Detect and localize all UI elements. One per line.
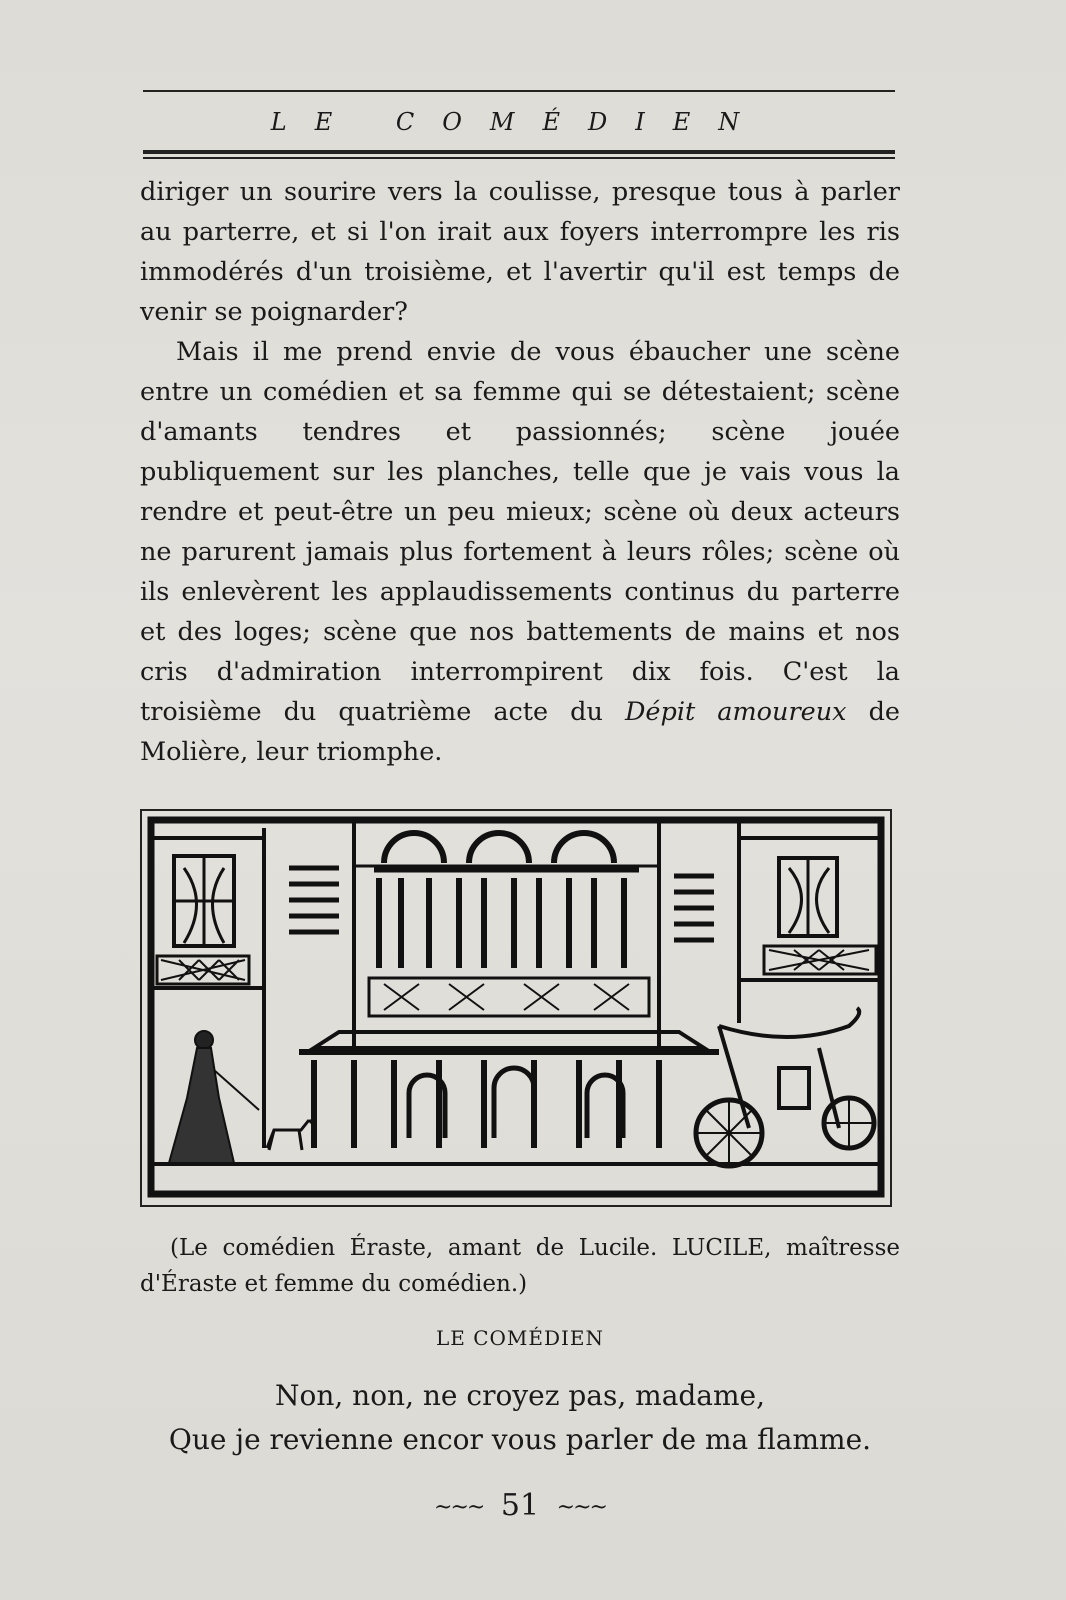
carriage — [696, 1008, 874, 1166]
folio-ornament-right: ~~~ — [556, 1494, 606, 1520]
left-vents — [289, 868, 339, 932]
paragraph-2-end: de Molière, leur triomphe. — [140, 697, 900, 767]
caption-text: (Le comédien Éraste, amant de Lucile. LUCILE, maîtresse d'Éraste et femme du comédien.) — [140, 1235, 900, 1297]
body-text — [140, 172, 900, 772]
dog-figure — [267, 1120, 315, 1150]
page-number — [140, 1488, 900, 1523]
right-vents — [674, 876, 714, 940]
paragraph-2-start: Mais il me prend envie de vous ébaucher une scène entre un comédien et sa femme qui se détestaient; scène d'amants tendres et passionnés; scène jouée publiquement sur les planches, telle que je vais vous la rendre et peut-être un peu mieux; scène où deux acteurs ne parurent jamais plus fortement à leurs rôles; scène où ils enlevèrent les applaudissements continus du parterre et des loges; scène que nos battements de mains et nos cris d'admiration interrompirent dix fois. C'est la troisième du quatrième acte du — [140, 337, 900, 727]
header-rule-bottom — [143, 150, 895, 154]
play-title: Dépit amoureux — [624, 697, 847, 727]
central-building — [299, 823, 719, 1148]
page-number-value: 51 — [500, 1488, 540, 1523]
verse — [140, 1374, 900, 1462]
header-rule-bottom-thin — [143, 157, 895, 159]
paragraph-1: diriger un sourire vers la coulisse, presque tous à parler au parterre, et si l'on irait aux foyers interrompre les ris immodérés d'un troisième, et l'avertir qu'il est temps de venir se poignarder? — [140, 177, 900, 327]
paragraph-2 — [140, 332, 900, 772]
header-rule-top — [143, 90, 895, 92]
caption — [140, 1230, 900, 1302]
verse-line-1: Non, non, ne croyez pas, madame, — [274, 1379, 766, 1412]
verse-line-2: Que je revienne encor vous parler de ma flamme. — [168, 1423, 872, 1456]
woodcut-illustration — [139, 808, 893, 1208]
folio-ornament-left: ~~~ — [434, 1494, 484, 1520]
running-head-title: LE COMÉDIEN — [270, 108, 768, 136]
woman-figure — [169, 1031, 259, 1163]
running-head — [143, 90, 895, 159]
speaker-name: LE COMÉDIEN — [435, 1326, 605, 1350]
right-building — [739, 823, 881, 1023]
